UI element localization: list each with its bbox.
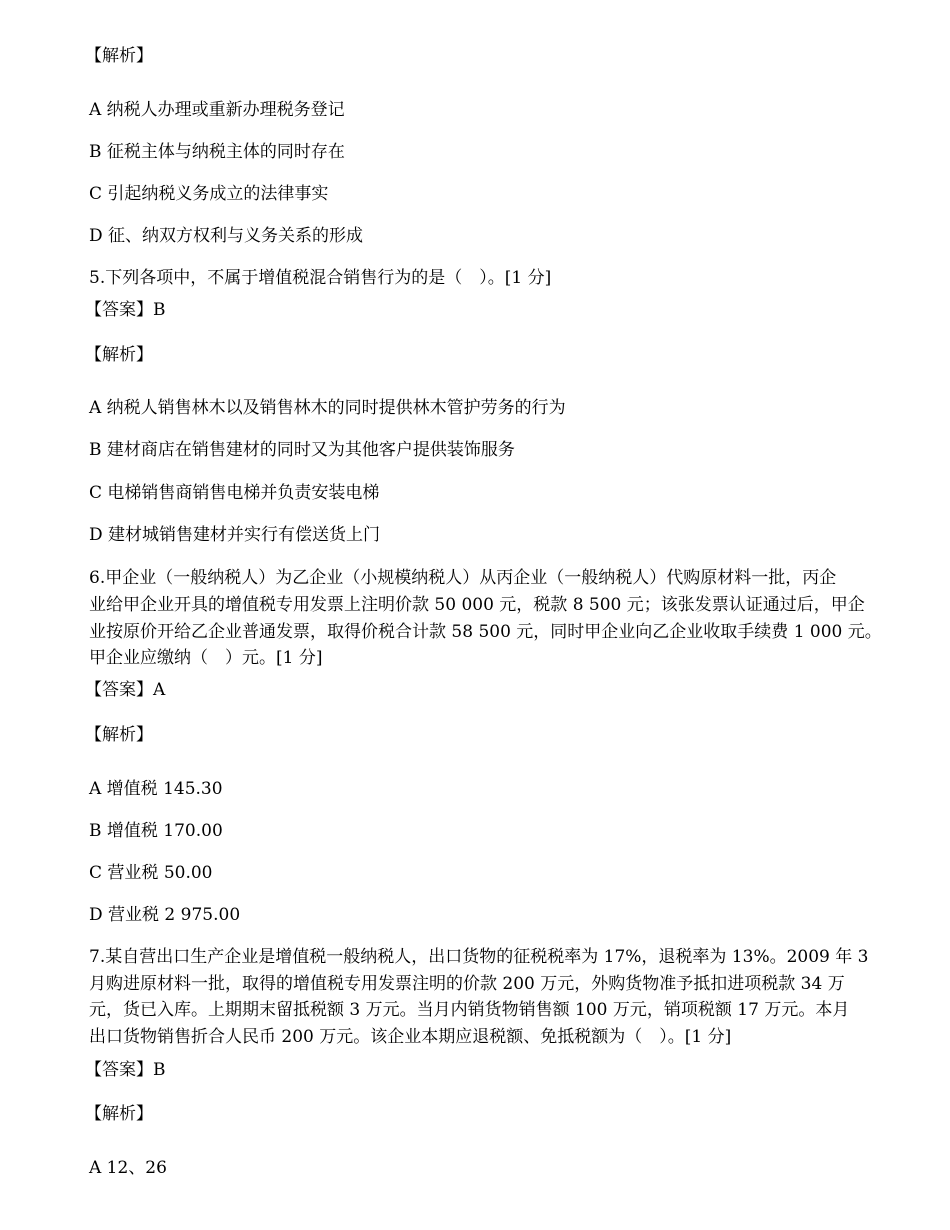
option-b: B 征税主体与纳税主体的同时存在 xyxy=(89,142,345,162)
question-7-line-3: 元，货已入库。上期期末留抵税额 3 万元。当月内销货物销售额 100 万元，销项税额 17 万元。本月 xyxy=(89,1000,850,1020)
answer-5: 【答案】B xyxy=(85,300,166,320)
q5-option-b: B 建材商店在销售建材的同时又为其他客户提供装饰服务 xyxy=(89,440,515,460)
question-6-line-2: 业给甲企业开具的增值税专用发票上注明价款 50 000 元，税款 8 500 元；该张发票认证通过后，甲企 xyxy=(89,595,865,615)
q5-option-d: D 建材城销售建材并实行有偿送货上门 xyxy=(89,525,381,545)
question-6-line-3: 业按原价开给乙企业普通发票，取得价税合计款 58 500 元，同时甲企业向乙企业收取手续费 1 000 元。 xyxy=(89,622,882,642)
question-6-line-4: 甲企业应缴纳（ ）元。[1 分] xyxy=(89,648,323,668)
question-7-line-4: 出口货物销售折合人民币 200 万元。该企业本期应退税额、免抵税额为（ ）。[1 分] xyxy=(89,1027,732,1047)
option-a: A 纳税人办理或重新办理税务登记 xyxy=(89,100,345,120)
q6-option-c: C 营业税 50.00 xyxy=(89,863,213,883)
question-7-line-2: 月购进原材料一批，取得的增值税专用发票注明的价款 200 万元，外购货物准予抵扣进项税款 34 万 xyxy=(89,974,845,994)
option-c: C 引起纳税义务成立的法律事实 xyxy=(89,184,329,204)
analysis-label: 【解析】 xyxy=(85,46,153,66)
q6-option-d: D 营业税 2 975.00 xyxy=(89,905,241,925)
analysis-label-6: 【解析】 xyxy=(85,725,153,745)
question-7-line-1: 7.某自营出口生产企业是增值税一般纳税人，出口货物的征税税率为 17%，退税率为 13%。2009 年 3 xyxy=(89,947,869,967)
answer-6: 【答案】A xyxy=(85,680,166,700)
question-5: 5.下列各项中，不属于增值税混合销售行为的是（ ）。[1 分] xyxy=(89,268,552,288)
q7-option-a: A 12、26 xyxy=(89,1158,167,1178)
answer-7: 【答案】B xyxy=(85,1060,166,1080)
analysis-label-5: 【解析】 xyxy=(85,345,153,365)
q6-option-a: A 增值税 145.30 xyxy=(89,779,223,799)
q5-option-c: C 电梯销售商销售电梯并负责安装电梯 xyxy=(89,483,380,503)
q6-option-b: B 增值税 170.00 xyxy=(89,821,223,841)
analysis-label-7: 【解析】 xyxy=(85,1104,153,1124)
q5-option-a: A 纳税人销售林木以及销售林木的同时提供林木管护劳务的行为 xyxy=(89,398,566,418)
option-d: D 征、纳双方权利与义务关系的形成 xyxy=(89,226,364,246)
question-6-line-1: 6.甲企业（一般纳税人）为乙企业（小规模纳税人）从丙企业（一般纳税人）代购原材料一批，丙企 xyxy=(89,568,837,588)
